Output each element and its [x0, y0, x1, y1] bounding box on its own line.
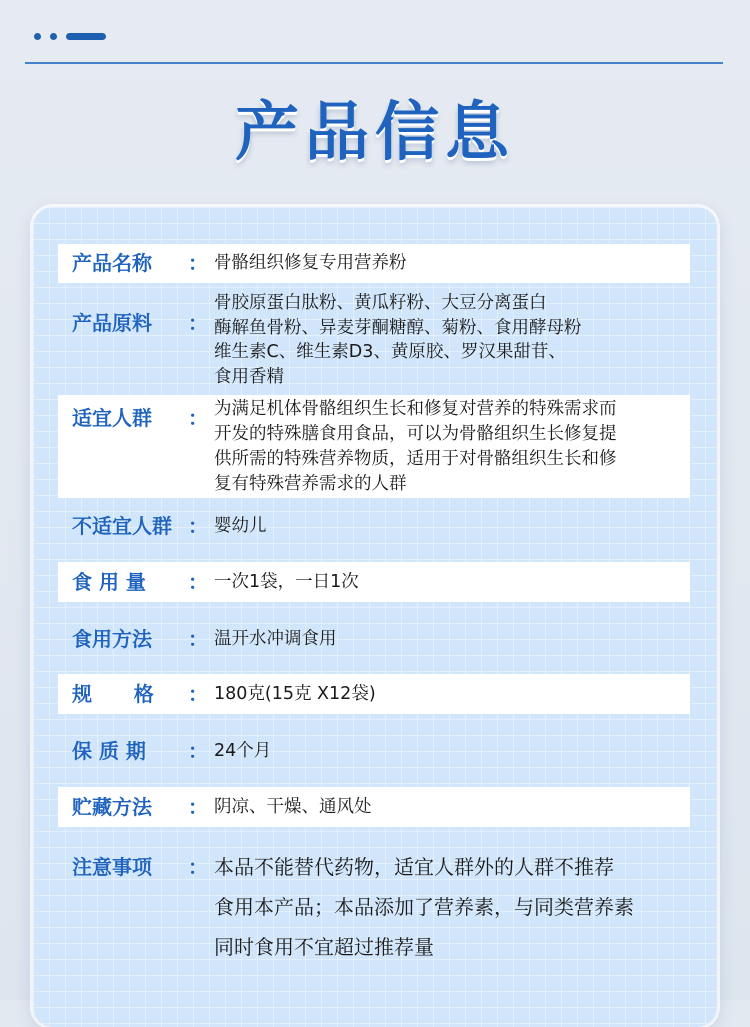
row-suitable-people — [58, 395, 690, 498]
row-product-name — [58, 244, 690, 283]
row-colon: ： — [188, 855, 208, 879]
row-value: 骨骼组织修复专用营养粉 — [214, 253, 407, 273]
row-usage-method — [58, 619, 690, 659]
row-notes — [58, 847, 690, 967]
row-label: 适宜人群 — [72, 406, 152, 430]
row-value: 本品不能替代药物，适宜人群外的人群不推荐 食用本产品；本品添加了营养素，与同类营养素 同时食用不宜超过推荐量 — [214, 855, 634, 959]
row-storage — [58, 787, 690, 827]
row-value: 温开水冲调食用 — [214, 629, 337, 649]
row-label: 产品名称 — [72, 251, 152, 275]
row-colon: ： — [188, 795, 208, 819]
row-specification — [58, 674, 690, 714]
dot-icon — [34, 33, 41, 40]
row-label: 食用方法 — [72, 627, 152, 651]
row-label: 保 质 期 — [72, 739, 146, 763]
row-value: 为满足机体骨骼组织生长和修复对营养的特殊需求而 开发的特殊膳食用食品，可以为骨骼组织生长修复提 供所需的特殊营养物质，适用于对骨骼组织生长和修 复有特殊营养需求的人群 — [214, 399, 617, 494]
row-colon: ： — [188, 627, 208, 651]
header-divider — [25, 62, 723, 64]
row-colon: ： — [188, 406, 208, 430]
row-value: 180克(15克 X12袋) — [214, 684, 376, 704]
row-shelf-life — [58, 731, 690, 771]
dash-icon — [66, 33, 106, 40]
row-label: 产品原料 — [72, 311, 152, 335]
row-unsuitable-people — [58, 505, 690, 547]
row-label: 贮藏方法 — [72, 795, 152, 819]
row-colon: ： — [188, 251, 208, 275]
row-label: 注意事项 — [72, 855, 152, 879]
row-colon: ： — [188, 311, 208, 335]
row-label: 食 用 量 — [72, 570, 146, 594]
row-colon: ： — [188, 739, 208, 763]
dot-icon — [50, 33, 57, 40]
row-value: 24个月 — [214, 741, 272, 761]
row-value: 骨胶原蛋白肽粉、黄瓜籽粉、大豆分离蛋白 酶解鱼骨粉、异麦芽酮糖醇、菊粉、食用酵母粉 维生素C、维生素D3、黄原胶、罗汉果甜苷、 食用香精 — [214, 293, 582, 387]
row-label: 不适宜人群 — [72, 514, 172, 538]
row-ingredients — [58, 291, 690, 390]
row-value: 婴幼儿 — [214, 516, 267, 536]
page-title: 产品信息 — [235, 96, 515, 170]
row-dosage — [58, 562, 690, 602]
row-label: 规 格 — [72, 682, 154, 706]
row-colon: ： — [188, 514, 208, 538]
row-colon: ： — [188, 570, 208, 594]
row-value: 一次1袋，一日1次 — [214, 572, 359, 592]
row-colon: ： — [188, 682, 208, 706]
row-value: 阴凉、干燥、通风处 — [214, 797, 372, 817]
